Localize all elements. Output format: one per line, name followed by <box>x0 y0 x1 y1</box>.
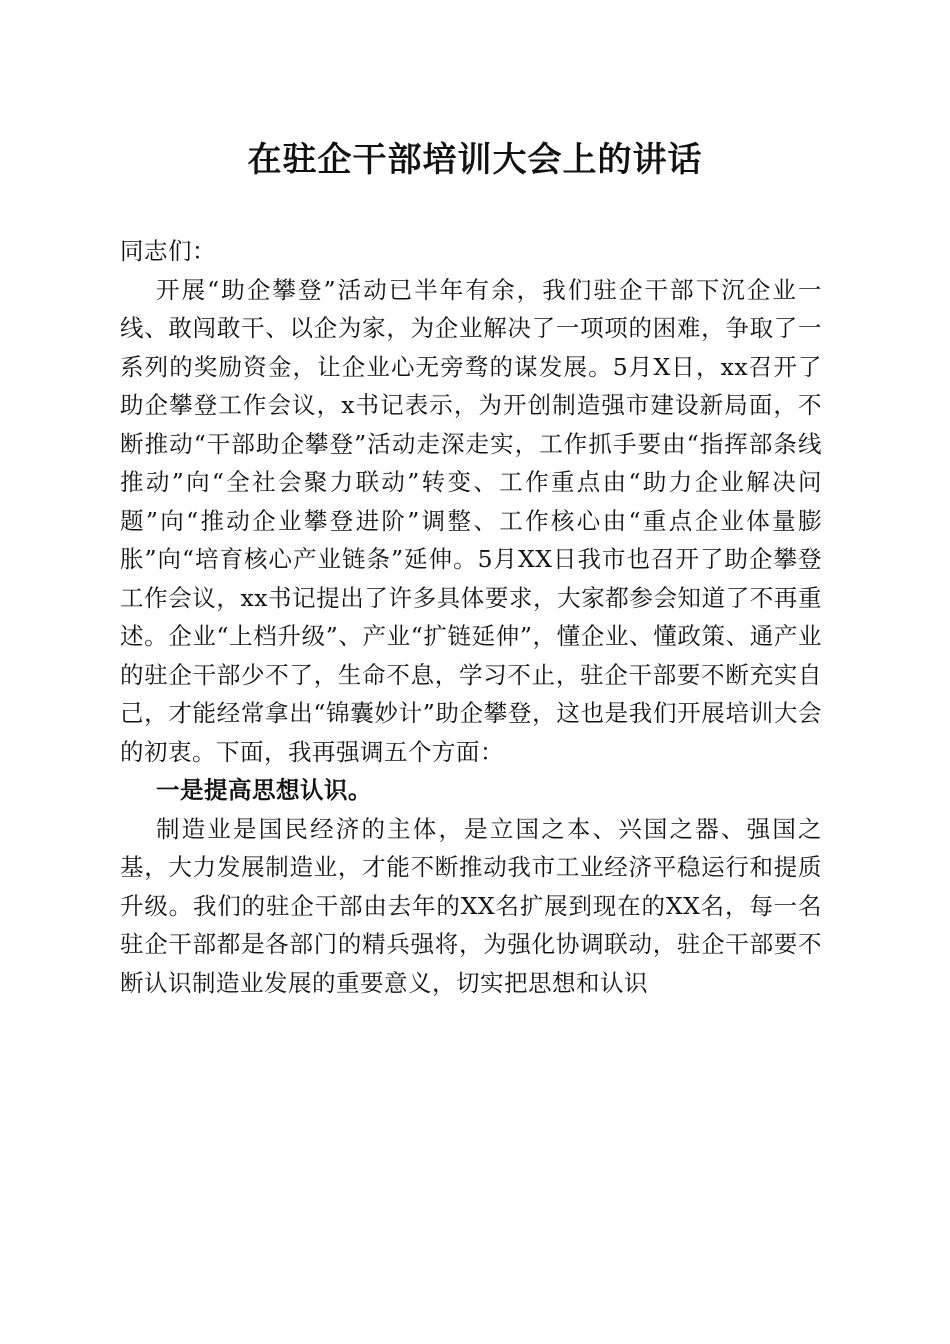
section-paragraph: 制造业是国民经济的主体，是立国之本、兴国之器、强国之基，大力发展制造业，才能不断推动我市工业经济平稳运行和提质升级。我们的驻企干部由去年的XX名扩展到现在的XX名，每一名驻企干部都是各部门的精兵强将，为强化协调联动，驻企干部要不断认识制造业发展的重要意义，切实把思想和认识 <box>120 814 822 997</box>
page-title: 在驻企干部培训大会上的讲话 <box>247 140 703 180</box>
salutation: 同志们： <box>120 237 216 265</box>
section-heading: 一是提高思想认识。 <box>156 776 372 804</box>
intro-paragraph: 开展“助企攀登”活动已半年有余，我们驻企干部下沉企业一线、敢闯敢干、以企为家，为企业解决了一项项的困难，争取了一系列的奖励资金，让企业心无旁骛的谋发展。5月X日，xx召开了助企攀登工作会议，x书记表示，为开创制造强市建设新局面，不断推动“干部助企攀登”活动走深走实，工作抓手要由“指挥部条线推动”向“全社会聚力联动”转变、工作重点由“助力企业解决问题”向“推动企业攀登进阶”调整、工作核心由“重点企业体量膨胀”向“培育核心产业链条”延伸。5月XX日我市也召开了助企攀登工作会议，xx书记提出了许多具体要求，大家都参会知道了不再重述。企业“上档升级”、产业“扩链延伸”，懂企业、懂政策、通产业的驻企干部少不了，生命不息，学习不止，驻企干部要不断充实自己，才能经常拿出“锦囊妙计”助企攀登，这也是我们开展培训大会的初衷。下面，我再强调五个方面： <box>120 275 822 766</box>
document-body <box>120 232 822 1002</box>
